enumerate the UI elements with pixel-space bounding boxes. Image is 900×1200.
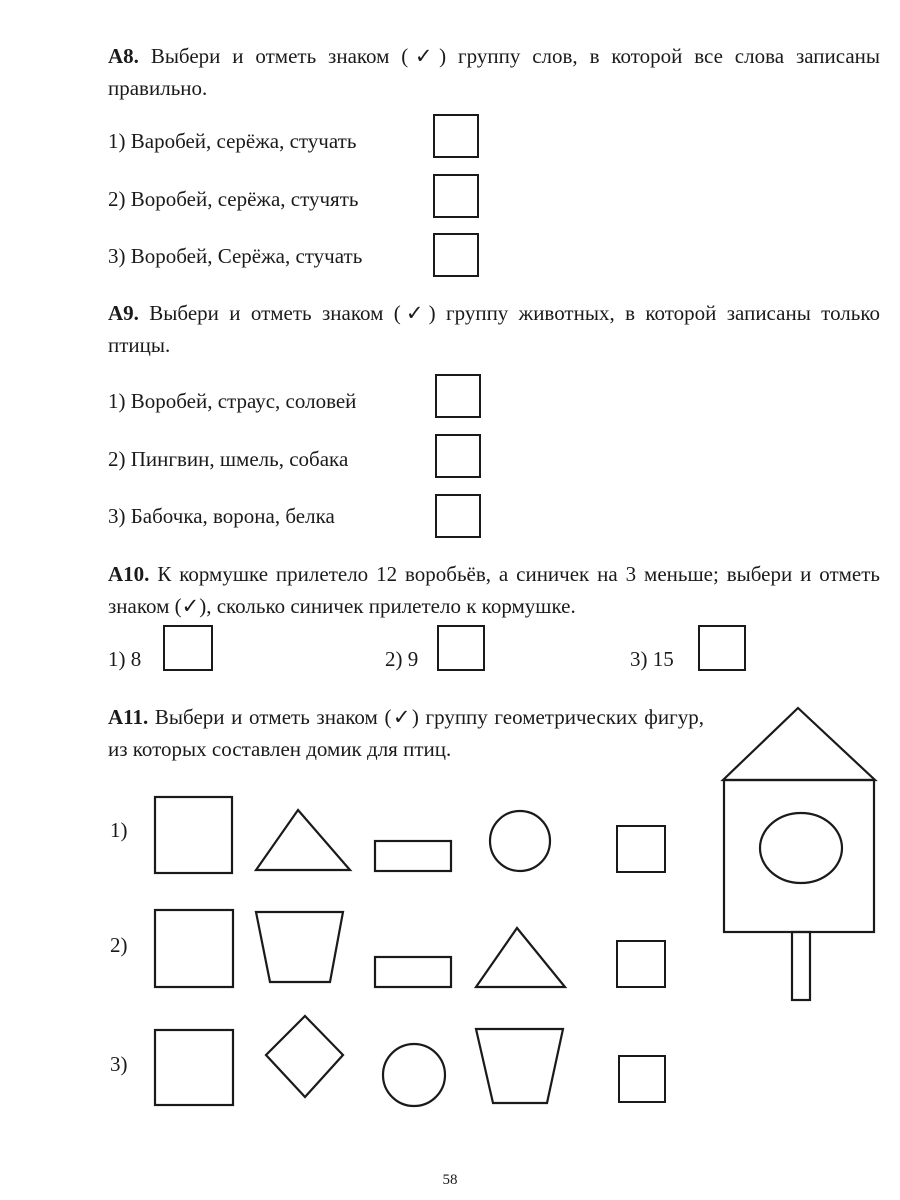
question-number: А10. <box>108 562 150 586</box>
a8-checkbox-2[interactable] <box>433 174 479 218</box>
a9-checkbox-1[interactable] <box>435 374 481 418</box>
a11-row-3-label: 3) <box>110 1052 128 1076</box>
question-number: А8. <box>108 44 139 68</box>
a10-checkbox-2[interactable] <box>437 625 485 671</box>
page-number: 58 <box>442 1172 458 1188</box>
a11-row-3-shapes <box>150 1013 670 1108</box>
a9-option-3: 3) Бабочка, ворона, белка <box>108 504 335 528</box>
a8-option-1: 1) Варобей, серёжа, стучать <box>108 129 357 153</box>
a8-checkbox-1[interactable] <box>433 114 479 158</box>
shape-square <box>155 797 232 873</box>
a11-checkbox-2[interactable] <box>616 940 666 988</box>
question-a9: А9. Выбери и отметь знаком (✓) группу животных, в которой записаны только птицы. <box>108 301 880 357</box>
a11-row-2-shapes <box>150 905 670 995</box>
a9-option-2: 2) Пингвин, шмель, собака <box>108 447 349 471</box>
a9-checkbox-2[interactable] <box>435 434 481 478</box>
a11-row-1-label: 1) <box>110 818 128 842</box>
shape-circle <box>383 1044 445 1106</box>
birdhouse-roof-triangle <box>723 708 875 780</box>
question-number: А11. <box>108 705 149 729</box>
shape-circle <box>490 811 550 871</box>
a10-checkbox-1[interactable] <box>163 625 213 671</box>
a9-checkbox-3[interactable] <box>435 494 481 538</box>
birdhouse-hole-circle <box>760 813 842 883</box>
shape-triangle <box>256 810 350 870</box>
a10-option-3: 3) 15 <box>630 647 674 671</box>
a10-option-2: 2) 9 <box>385 647 419 671</box>
shape-rectangle <box>375 841 451 871</box>
a11-checkbox-1[interactable] <box>616 825 666 873</box>
shape-rectangle <box>375 957 451 987</box>
a11-checkbox-3[interactable] <box>618 1055 666 1103</box>
birdhouse-body-square <box>724 780 874 932</box>
birdhouse-picture <box>718 705 883 1005</box>
question-a8: А8. Выбери и отметь знаком (✓) группу слов, в которой все слова записаны правильно. <box>108 44 881 100</box>
shape-triangle <box>476 928 565 987</box>
shape-square <box>155 910 233 987</box>
a10-checkbox-3[interactable] <box>698 625 746 671</box>
a10-option-1: 1) 8 <box>108 647 142 671</box>
question-number: А9. <box>108 301 139 325</box>
shape-square <box>155 1030 233 1105</box>
question-a11: А11. Выбери и отметь знаком (✓) группу геометрических фигур, из которых составлен домик для птиц. <box>108 705 704 761</box>
shape-trapezoid <box>256 912 343 982</box>
shape-trapezoid <box>476 1029 563 1103</box>
a8-checkbox-3[interactable] <box>433 233 479 277</box>
a11-row-2-label: 2) <box>110 933 128 957</box>
a8-option-2: 2) Воробей, серёжа, стучять <box>108 187 359 211</box>
a9-option-1: 1) Воробей, страус, соловей <box>108 389 357 413</box>
shape-rhombus <box>266 1016 343 1097</box>
a8-option-3: 3) Воробей, Серёжа, стучать <box>108 244 363 268</box>
a11-row-1-shapes <box>150 790 670 880</box>
question-a10: А10. К кормушке прилетело 12 воробьёв, а синичек на 3 меньше; выбери и отметь знаком (✓), сколько синичек прилетело к кормушке. <box>108 562 880 618</box>
birdhouse-pole-rectangle <box>792 932 810 1000</box>
